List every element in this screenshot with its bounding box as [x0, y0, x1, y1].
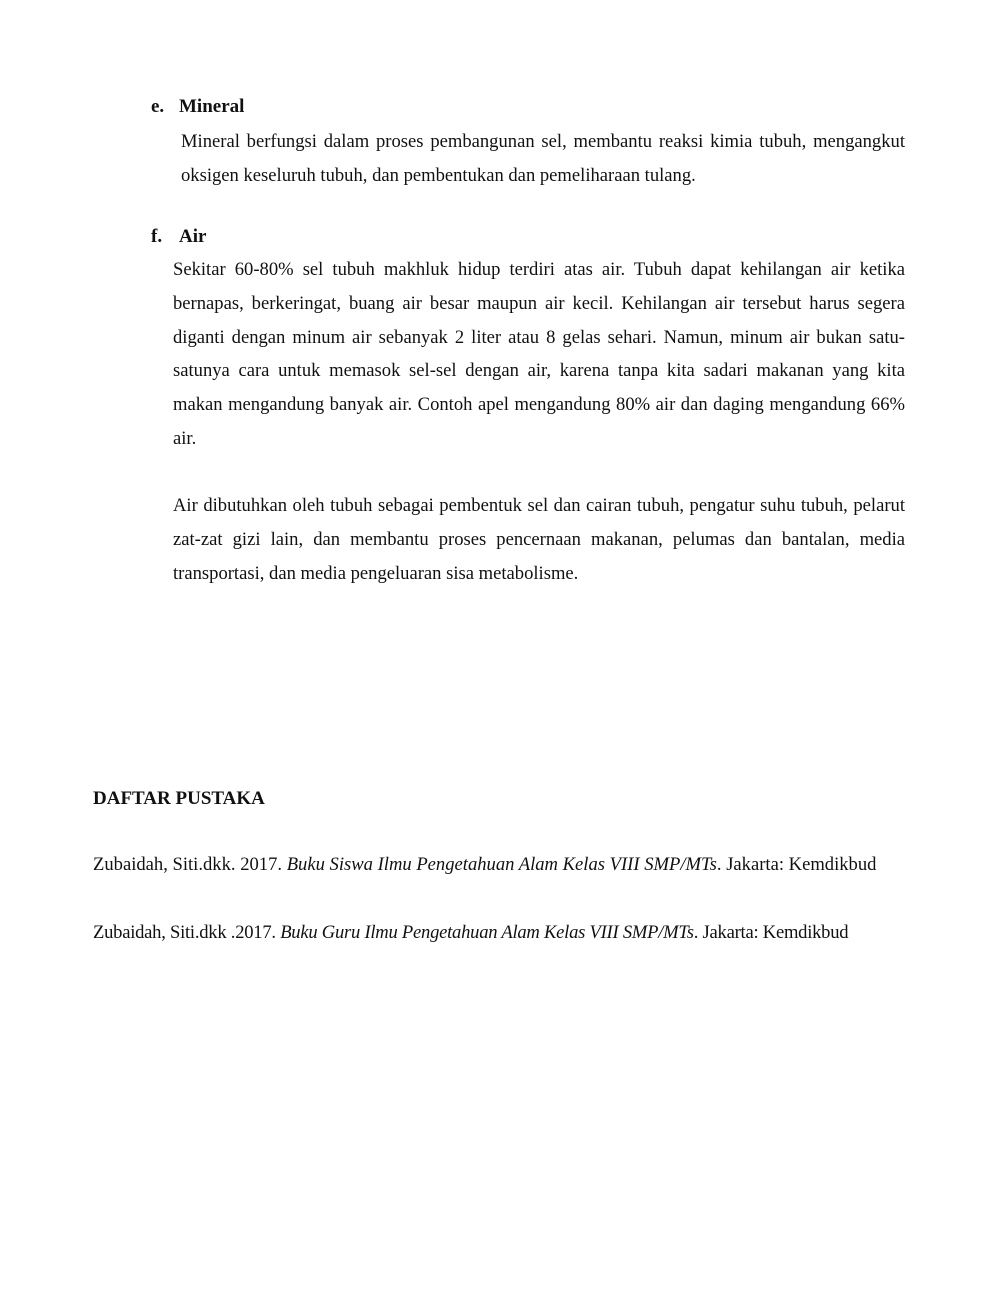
section-title-air: Air	[179, 226, 207, 247]
paragraph-air-1: Sekitar 60-80% sel tubuh makhluk hidup terdiri atas air. Tubuh dapat kehilangan air ketika bernapas, berkeringat, buang air besar maupun air kecil. Kehilangan air tersebut harus segera diganti dengan minum air sebanyak 2 liter atau 8 gelas sehari. Namun, minum air bukan satu-satunya cara untuk memasok sel-sel dengan air, karena tanpa kita sadari makanan yang kita makan mengandung banyak air. Contoh apel mengandung 80% air dan daging mengandung 66% air.	[173, 259, 905, 449]
section-marker-f: f.	[151, 226, 163, 247]
section-heading-mineral	[151, 96, 244, 118]
reference-item	[93, 920, 905, 946]
section-heading-air	[151, 226, 206, 248]
reference-authors-year: Zubaidah, Siti.dkk .2017.	[93, 922, 276, 943]
bibliography-heading: DAFTAR PUSTAKA	[93, 788, 265, 809]
reference-publisher: . Jakarta: Kemdikbud	[693, 922, 849, 943]
section-marker-e: e.	[151, 96, 165, 117]
reference-authors-year: Zubaidah, Siti.dkk. 2017.	[93, 854, 283, 875]
reference-title: Buku Guru Ilmu Pengetahuan Alam Kelas VIII SMP/MTs	[280, 922, 694, 943]
reference-title: Buku Siswa Ilmu Pengetahuan Alam Kelas VIII SMP/MTs	[286, 854, 717, 875]
reference-publisher: . Jakarta: Kemdikbud	[716, 854, 877, 875]
reference-item	[93, 852, 905, 878]
paragraph-air-2: Air dibutuhkan oleh tubuh sebagai pembentuk sel dan cairan tubuh, pengatur suhu tubuh, pelarut zat-zat gizi lain, dan membantu proses pencernaan makanan, pelumas dan bantalan, media transportasi, dan media pengeluaran sisa metabolisme.	[173, 495, 905, 584]
section-title-mineral: Mineral	[179, 96, 245, 117]
paragraph-mineral: Mineral berfungsi dalam proses pembangunan sel, membantu reaksi kimia tubuh, mengangkut oksigen keseluruh tubuh, dan pembentukan dan pemeliharaan tulang.	[181, 131, 905, 186]
